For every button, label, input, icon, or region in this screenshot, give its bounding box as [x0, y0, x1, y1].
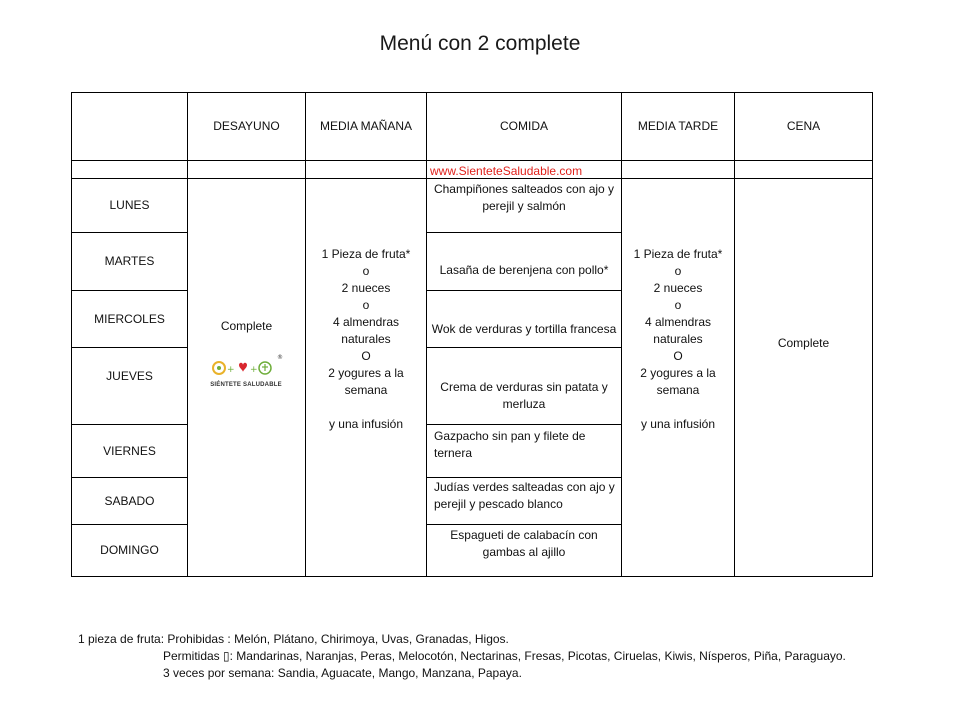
day-label: DOMINGO: [100, 543, 159, 557]
comida-dish: Champiñones salteados con ajo y perejil y salmón: [433, 182, 615, 213]
day-label: LUNES: [109, 198, 150, 212]
note-three-times: 3 veces por semana: Sandia, Aguacate, Mango, Manzana, Papaya.: [163, 666, 522, 680]
registered-mark: ®: [277, 354, 283, 361]
watermark-url[interactable]: www.SienteteSaludable.com: [430, 164, 583, 178]
comida-dish: Wok de verduras y tortilla francesa: [431, 322, 617, 336]
logo-text: SIÉNTETE SALUDABLE: [210, 382, 282, 388]
comida-dish: Judías verdes salteadas con ajo y perejil y pescado blanco: [434, 480, 615, 511]
note-allowed: Permitidas ▯: Mandarinas, Naranjas, Peras, Melocotón, Nectarinas, Fresas, Picotas, Ciruelas, Kiwis, Nísperos, Piña, Paraguayo.: [163, 649, 846, 663]
fruit-notes: [78, 631, 846, 682]
header-media-manana: MEDIA MAÑANA: [319, 119, 412, 133]
page-title: Menú con 2 complete: [379, 32, 581, 55]
day-label: MARTES: [104, 254, 155, 268]
header-media-tarde: MEDIA TARDE: [637, 119, 719, 133]
media-tarde-options: 1 Pieza de fruta* o 2 nueces o 4 almendras naturales O 2 yogures a la semana y una infusión: [633, 247, 723, 431]
logo-icons: [206, 352, 286, 382]
comida-dish: Gazpacho sin pan y filete de ternera: [434, 428, 586, 460]
day-label: SABADO: [104, 493, 155, 508]
svg-text:+: +: [227, 365, 235, 375]
comida-dish: Lasaña de berenjena con pollo*: [439, 263, 609, 277]
desayuno-text: Complete: [220, 318, 273, 333]
day-label: MIERCOLES: [94, 311, 165, 326]
day-label: JUEVES: [106, 368, 153, 383]
svg-text:+: +: [250, 365, 258, 375]
header-comida: COMIDA: [500, 119, 548, 133]
media-manana-options: 1 Pieza de fruta* o 2 nueces o 4 almendras naturales O 2 yogures a la semana y una infusión: [321, 247, 411, 431]
cena-text: Complete: [777, 335, 830, 350]
day-label: VIERNES: [103, 443, 156, 458]
siente-saludable-logo: [206, 352, 286, 398]
comida-dish: Crema de verduras sin patata y merluza: [440, 380, 608, 411]
header-desayuno: DESAYUNO: [213, 119, 280, 133]
header-cena: CENA: [786, 119, 821, 133]
note-prohibited: 1 pieza de fruta: Prohibidas : Melón, Plátano, Chirimoya, Uvas, Granadas, Higos.: [78, 632, 509, 646]
comida-dish: Espagueti de calabacín con gambas al ajillo: [450, 528, 598, 559]
